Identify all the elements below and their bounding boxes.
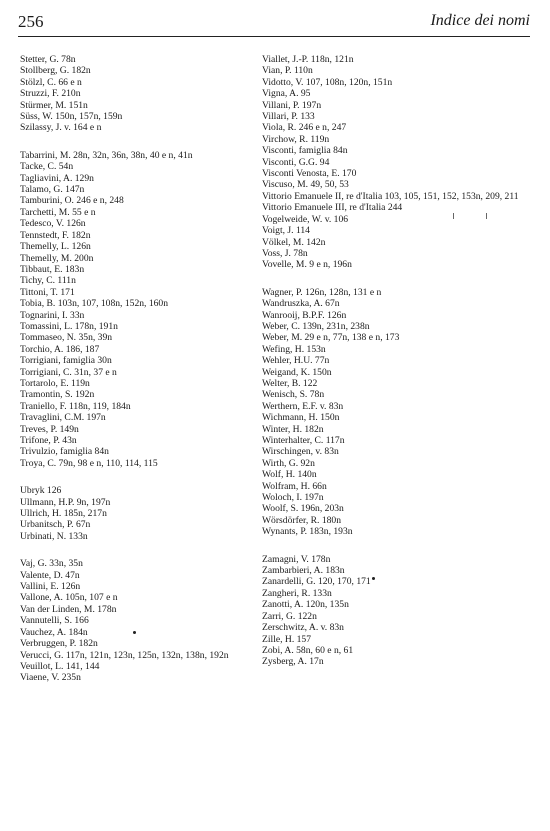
index-entry: Vian, P. 110n xyxy=(262,65,313,77)
index-entry: Wolfram, H. 66n xyxy=(262,480,327,492)
index-entry: Vallini, E. 126n xyxy=(20,581,81,593)
index-entry: Veuillot, L. 141, 144 xyxy=(20,660,100,672)
right-column xyxy=(262,54,534,684)
index-entry: Vannutelli, S. 166 xyxy=(20,615,89,627)
print-speck xyxy=(133,631,136,634)
index-entry: Vittorio Emanuele II, re d'Italia 103, 105, 151, 152, 153n, 209, 211 xyxy=(262,190,519,202)
letter-group xyxy=(20,150,268,469)
index-entry: Szilassy, J. v. 164 e n xyxy=(20,122,102,134)
index-entry: Wolf, H. 140n xyxy=(262,469,317,481)
index-entry: Wanrooij, B.P.F. 126n xyxy=(262,309,347,321)
index-entry: Zille, H. 157 xyxy=(262,633,312,645)
index-entry: Voss, J. 78n xyxy=(262,247,308,259)
index-entry: Tedesco, V. 126n xyxy=(20,218,86,230)
index-entry: Vogelweide, W. v. 106 xyxy=(262,213,349,225)
index-entry: Tibbaut, E. 183n xyxy=(20,263,85,275)
index-entry: Viscuso, M. 49, 50, 53 xyxy=(262,179,349,191)
index-entry: Villani, P. 197n xyxy=(262,99,322,111)
index-entry: Tabarrini, M. 28n, 32n, 36n, 38n, 40 e n, 41n xyxy=(20,149,193,161)
index-entry: Tortarolo, E. 119n xyxy=(20,377,90,389)
index-entry: Villari, P. 133 xyxy=(262,111,315,123)
index-entry: Wefing, H. 153n xyxy=(262,343,326,355)
index-entry: Weber, M. 29 e n, 77n, 138 e n, 173 xyxy=(262,332,400,344)
letter-group xyxy=(20,485,268,542)
page-header xyxy=(18,10,530,37)
index-entry: Tennstedt, F. 182n xyxy=(20,229,91,241)
left-column xyxy=(20,54,268,700)
index-entry: Tramontin, S. 192n xyxy=(20,389,95,401)
index-entry: Torrigiani, C. 31n, 37 e n xyxy=(20,366,117,378)
index-entry: Stürmer, M. 151n xyxy=(20,99,88,111)
index-entry: Talamo, G. 147n xyxy=(20,184,85,196)
index-entry: Winter, H. 182n xyxy=(262,423,324,435)
index-entry: Virchow, R. 119n xyxy=(262,133,330,145)
index-entry: Völkel, M. 142n xyxy=(262,236,326,248)
index-entry: Torchio, A. 186, 187 xyxy=(20,343,100,355)
index-entry: Treves, P. 149n xyxy=(20,423,79,435)
index-entry: Weber, C. 139n, 231n, 238n xyxy=(262,320,370,332)
index-entry: Wandruszka, A. 67n xyxy=(262,298,340,310)
letter-group xyxy=(262,54,534,271)
index-entry: Tacke, C. 54n xyxy=(20,161,74,173)
index-entry: Stetter, G. 78n xyxy=(20,54,76,65)
index-entry: Urbanitsch, P. 67n xyxy=(20,519,91,531)
index-entry: Tommaseo, N. 35n, 39n xyxy=(20,332,113,344)
index-entry: Themelly, L. 126n xyxy=(20,241,91,253)
index-entry: Travaglini, C.M. 197n xyxy=(20,412,106,424)
index-entry: Van der Linden, M. 178n xyxy=(20,603,117,615)
index-entry: Vidotto, V. 107, 108n, 120n, 151n xyxy=(262,76,393,88)
index-entry: Wirschingen, v. 83n xyxy=(262,446,339,458)
index-entry: Vauchez, A. 184n xyxy=(20,626,88,638)
index-entry: Zambarbieri, A. 183n xyxy=(262,565,345,577)
running-title: Indice dei nomi xyxy=(430,12,530,29)
letter-group xyxy=(262,554,534,668)
index-entry: Tittoni, T. 171 xyxy=(20,286,75,298)
index-entry: Visconti, famiglia 84n xyxy=(262,145,348,157)
index-entry: Vallone, A. 105n, 107 e n xyxy=(20,592,118,604)
index-entry: Vovelle, M. 9 e n, 196n xyxy=(262,259,352,271)
letter-group xyxy=(20,54,268,134)
index-entry: Traniello, F. 118n, 119, 184n xyxy=(20,400,131,412)
page-number: 256 xyxy=(18,12,44,31)
index-entry: Tamburini, O. 246 e n, 248 xyxy=(20,195,124,207)
index-entry: Urbinati, N. 133n xyxy=(20,530,88,542)
index-entry: Wörsdörfer, R. 180n xyxy=(262,514,342,526)
index-entry: Wagner, P. 126n, 128n, 131 e n xyxy=(262,286,382,298)
index-entry: Stollberg, G. 182n xyxy=(20,65,91,77)
index-entry: Wichmann, H. 150n xyxy=(262,412,340,424)
index-entry: Wehler, H.U. 77n xyxy=(262,355,330,367)
index-entry: Ullmann, H.P. 9n, 197n xyxy=(20,496,111,508)
index-entry: Ubryk 126 xyxy=(20,485,62,497)
print-mark xyxy=(453,213,454,219)
index-entry: Visconti Venosta, E. 170 xyxy=(262,168,357,180)
index-entry: Struzzi, F. 210n xyxy=(20,88,81,100)
index-entry: Themelly, M. 200n xyxy=(20,252,94,264)
index-entry: Winterhalter, C. 117n xyxy=(262,435,345,446)
index-entry: Zobi, A. 58n, 60 e n, 61 xyxy=(262,644,354,656)
print-mark xyxy=(486,213,487,219)
index-entry: Zangheri, R. 133n xyxy=(262,587,332,599)
index-entry: Trivulzio, famiglia 84n xyxy=(20,446,109,458)
index-entry: Wirth, G. 92n xyxy=(262,457,315,469)
index-entry: Zarri, G. 122n xyxy=(262,610,317,622)
index-entry: Woolf, S. 196n, 203n xyxy=(262,503,344,515)
index-entry: Verucci, G. 117n, 121n, 123n, 125n, 132n, 138n, 192n xyxy=(20,649,229,661)
index-entry: Tognarini, I. 33n xyxy=(20,309,85,321)
index-entry: Trifone, P. 43n xyxy=(20,435,77,446)
index-entry: Viallet, J.-P. 118n, 121n xyxy=(262,54,354,65)
index-entry: Troya, C. 79n, 98 e n, 110, 114, 115 xyxy=(20,457,158,469)
index-entry: Tagliavini, A. 129n xyxy=(20,172,94,184)
index-entry: Zamagni, V. 178n xyxy=(262,553,331,565)
index-entry: Welter, B. 122 xyxy=(262,377,318,389)
print-speck xyxy=(372,577,375,580)
letter-group xyxy=(262,287,534,538)
index-entry: Viola, R. 246 e n, 247 xyxy=(262,122,347,134)
index-entry: Torrigiani, famiglia 30n xyxy=(20,355,112,367)
index-entry: Wenisch, S. 78n xyxy=(262,389,325,401)
index-entry: Woloch, I. 197n xyxy=(262,492,324,504)
index-entry: Vittorio Emanuele III, re d'Italia 244 xyxy=(262,202,403,214)
index-entry: Visconti, G.G. 94 xyxy=(262,156,330,168)
index-entry: Wynants, P. 183n, 193n xyxy=(262,526,353,538)
index-entry: Weigand, K. 150n xyxy=(262,366,332,378)
index-entry: Valente, D. 47n xyxy=(20,569,80,581)
index-entry: Zanotti, A. 120n, 135n xyxy=(262,599,349,611)
index-entry: Zanardelli, G. 120, 170, 171 xyxy=(262,576,371,588)
index-entry: Verbruggen, P. 182n xyxy=(20,638,98,650)
index-entry: Zerschwitz, A. v. 83n xyxy=(262,622,344,634)
index-entry: Tobia, B. 103n, 107, 108n, 152n, 160n xyxy=(20,298,169,310)
index-entry: Süss, W. 150n, 157n, 159n xyxy=(20,111,123,123)
letter-group xyxy=(20,558,268,683)
index-entry: Tichy, C. 111n xyxy=(20,275,76,287)
index-entry: Viaene, V. 235n xyxy=(20,672,81,684)
index-entry: Vaj, G. 33n, 35n xyxy=(20,558,83,570)
index-entry: Voigt, J. 114 xyxy=(262,225,310,237)
index-entry: Werthern, E.F. v. 83n xyxy=(262,400,344,412)
index-entry: Tarchetti, M. 55 e n xyxy=(20,206,96,218)
index-entry: Ullrich, H. 185n, 217n xyxy=(20,508,107,520)
index-entry: Tomassini, L. 178n, 191n xyxy=(20,320,118,332)
index-entry: Zysberg, A. 17n xyxy=(262,656,324,668)
index-entry: Stölzl, C. 66 e n xyxy=(20,76,82,88)
index-entry: Vigna, A. 95 xyxy=(262,88,311,100)
